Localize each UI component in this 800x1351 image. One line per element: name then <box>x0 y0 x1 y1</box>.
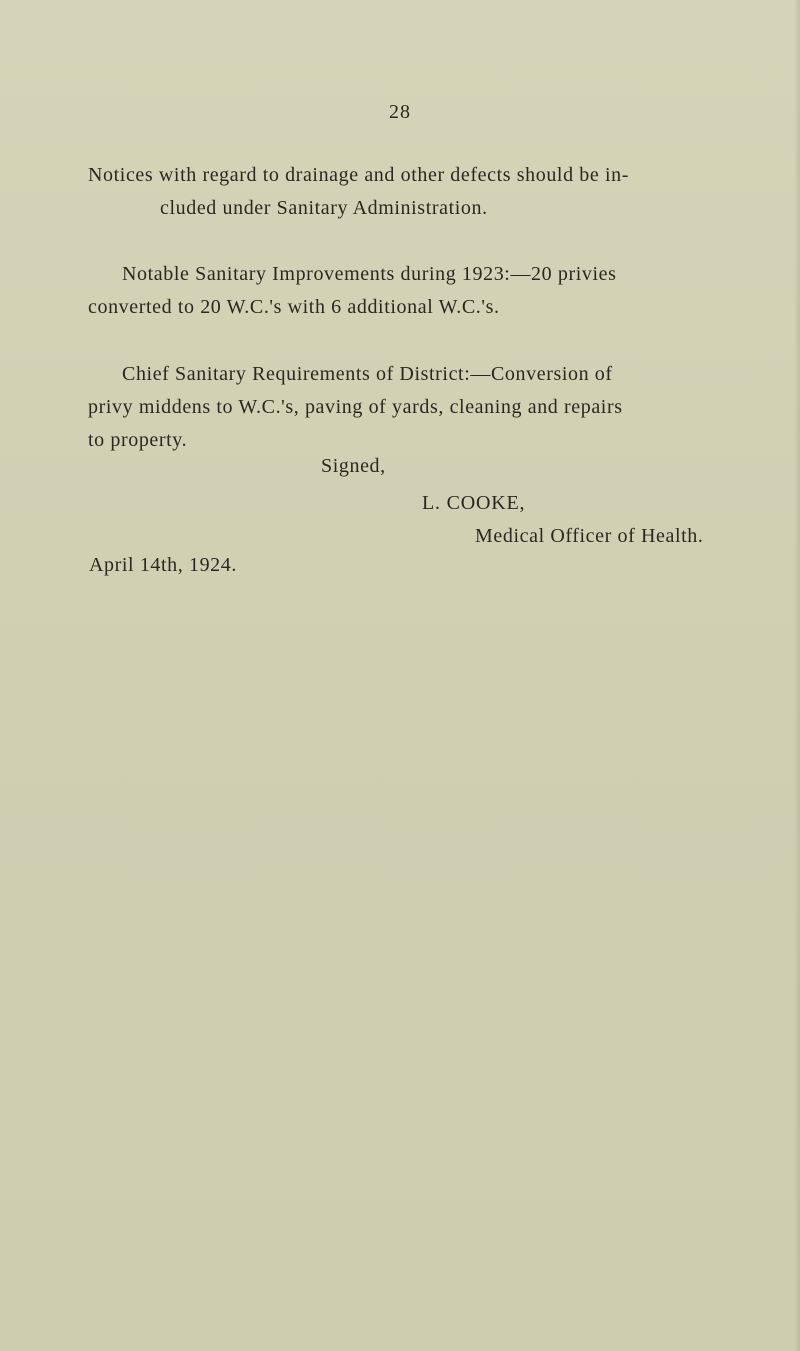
paragraph-sanitary-requirements <box>88 358 738 457</box>
paragraph-line: to property. <box>88 429 188 451</box>
paragraph-line: Notices with regard to drainage and other defects should be in- <box>88 164 629 186</box>
paragraph-line: Notable Sanitary Improvements during 1923:—20 privies <box>122 263 617 285</box>
paragraph-drainage-notices <box>88 159 738 225</box>
paragraph-line: cluded under Sanitary Administration. <box>160 197 488 219</box>
document-date: April 14th, 1924. <box>89 554 237 576</box>
paragraph-sanitary-improvements <box>88 258 738 324</box>
paragraph-line: privy middens to W.C.'s, paving of yards, cleaning and repairs <box>88 396 623 418</box>
paragraph-line: Chief Sanitary Requirements of District:—Conversion of <box>122 363 613 385</box>
signatory-name: L. COOKE, <box>422 492 526 514</box>
signed-label: Signed, <box>321 455 386 477</box>
signatory-title: Medical Officer of Health. <box>475 525 704 547</box>
paragraph-line: converted to 20 W.C.'s with 6 additional W.C.'s. <box>88 296 500 318</box>
page-edge-shadow <box>794 0 800 1351</box>
page-number: 28 <box>389 101 411 123</box>
